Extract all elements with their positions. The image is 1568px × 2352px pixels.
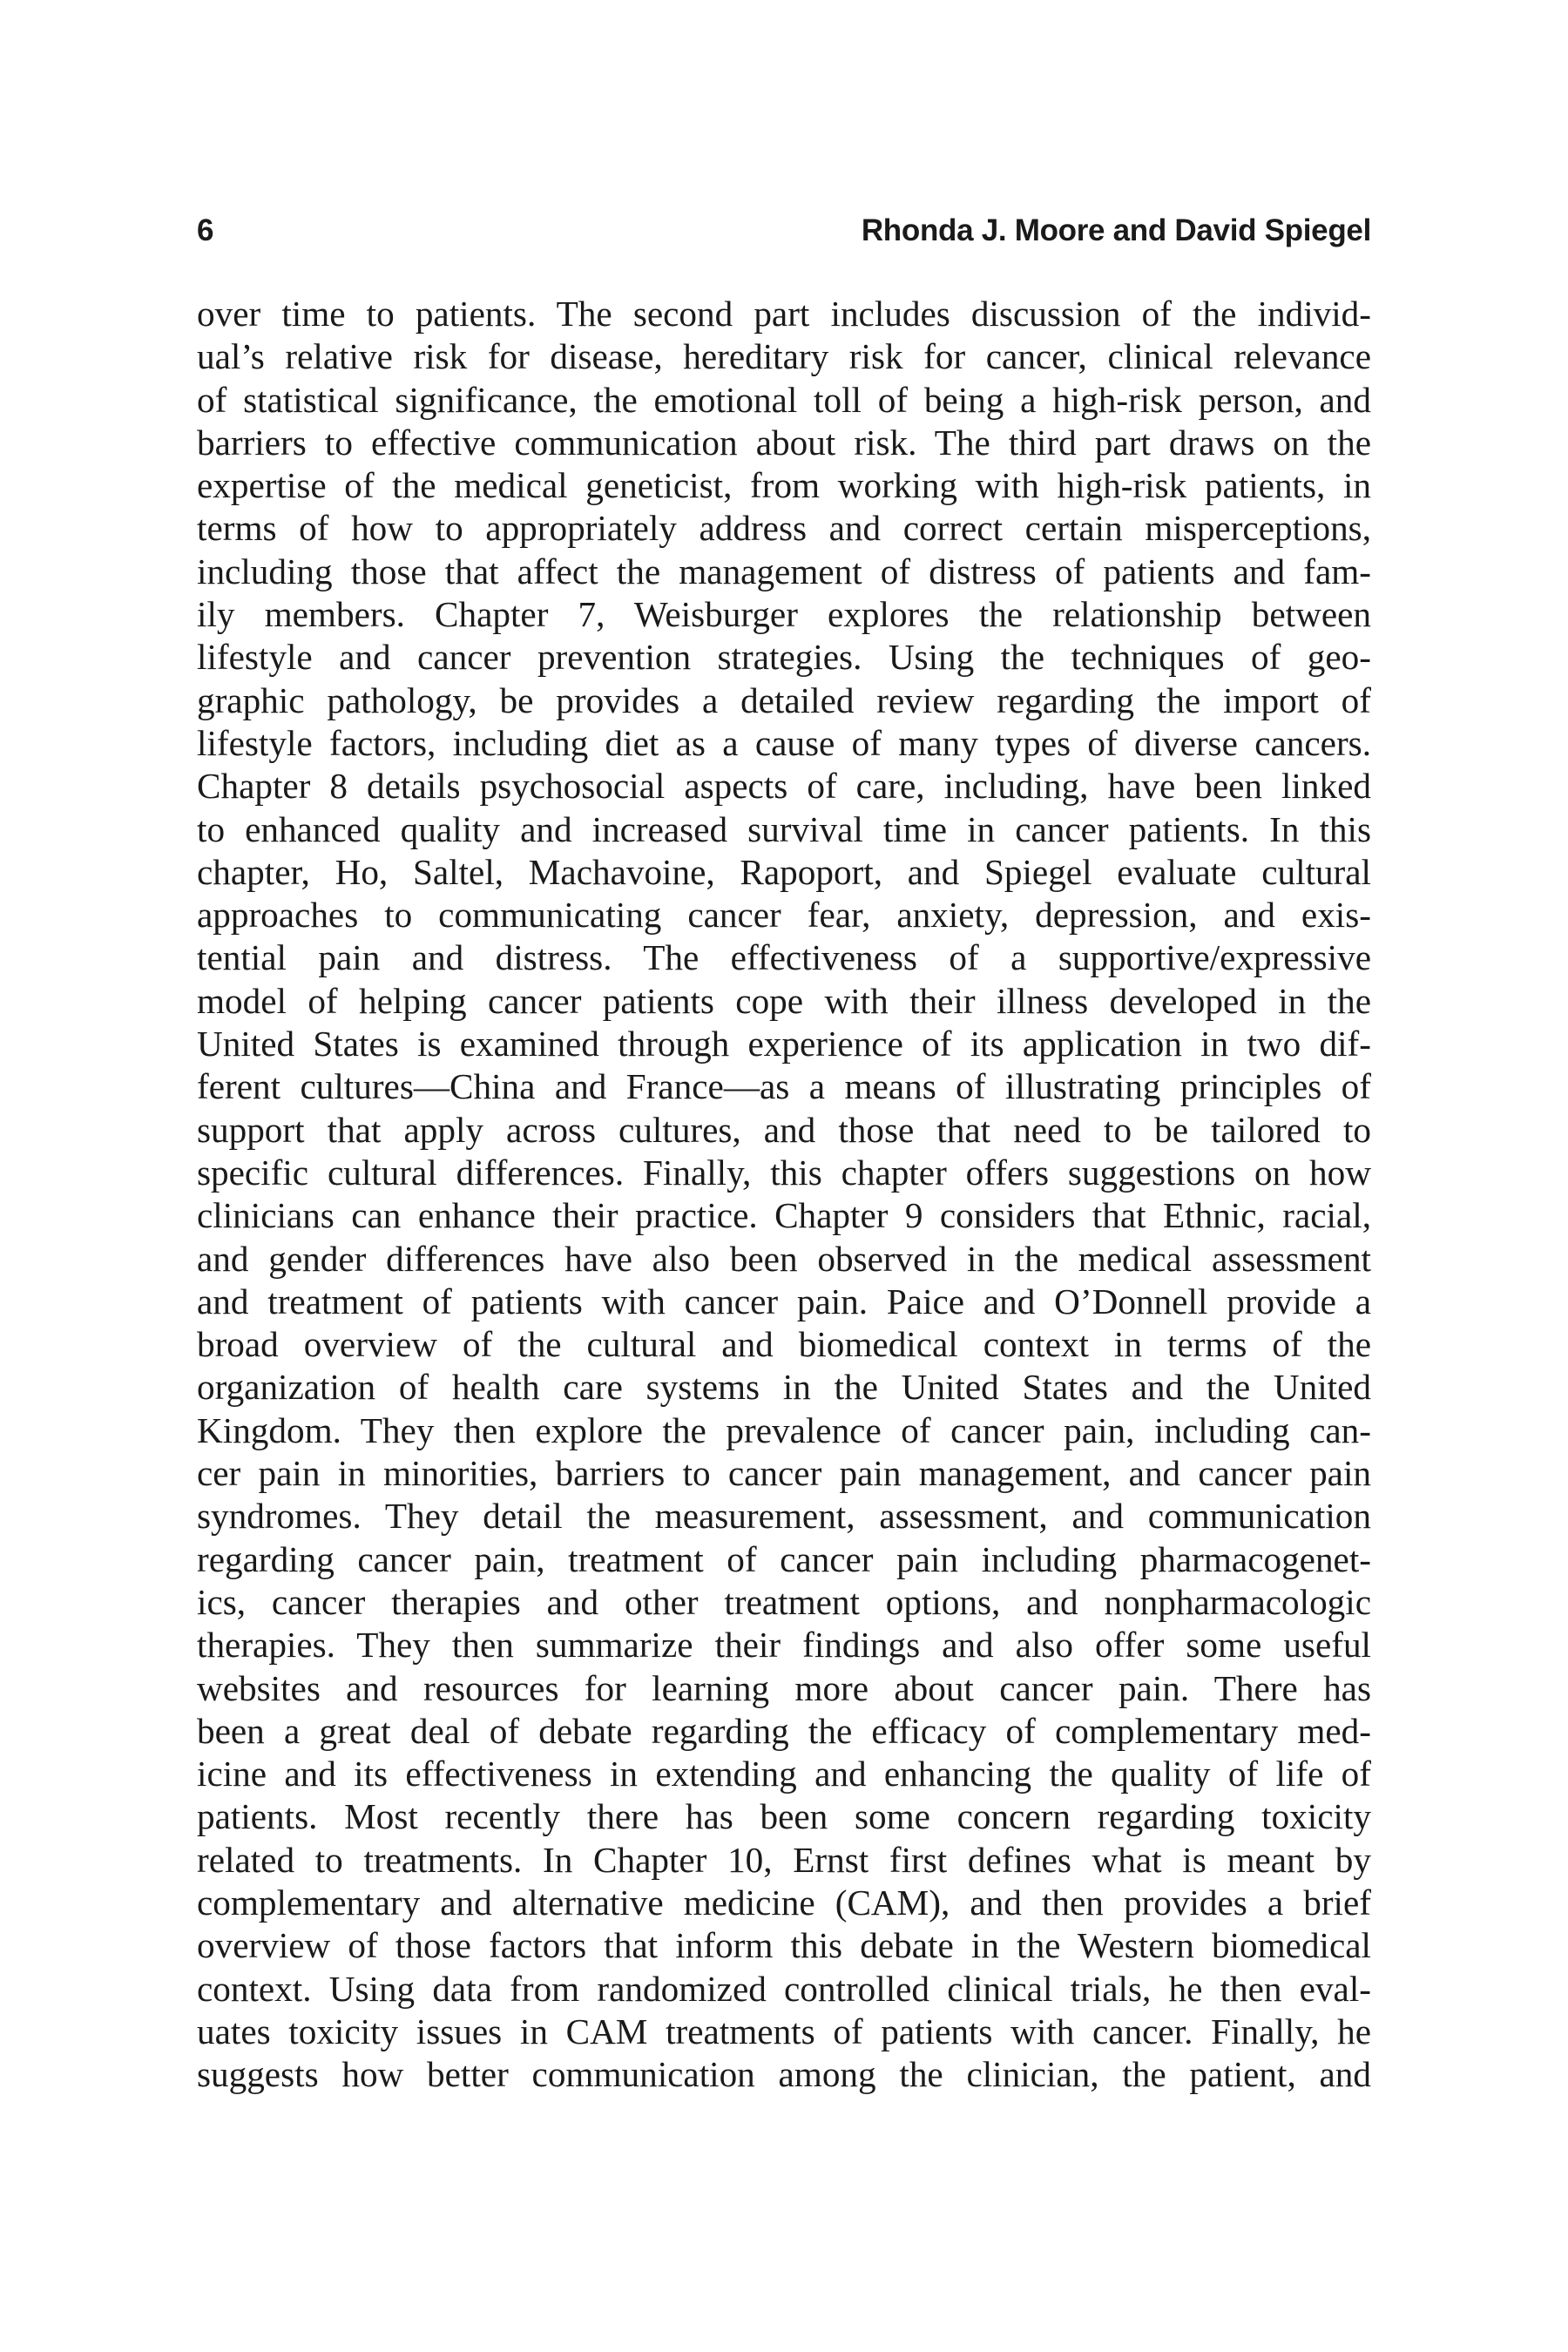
text-line: United States is examined through experience of its application in two dif- xyxy=(197,1024,1371,1064)
text-line: lifestyle factors, including diet as a cause of many types of diverse cancers. xyxy=(197,722,1371,763)
text-line: ual’s relative risk for disease, hereditary risk for cancer, clinical relevance xyxy=(197,336,1371,377)
text-line: model of helping cancer patients cope with their illness developed in the xyxy=(197,980,1371,1021)
text-line: lifestyle and cancer prevention strategies. Using the techniques of geo- xyxy=(197,637,1371,678)
page-number: 6 xyxy=(197,213,214,247)
text-line: ily members. Chapter 7, Weisburger explores the relationship between xyxy=(197,594,1371,635)
text-line: been a great deal of debate regarding the efficacy of complementary med- xyxy=(197,1710,1371,1751)
text-line: overview of those factors that inform this debate in the Western biomedical xyxy=(197,1925,1371,1966)
body-paragraph xyxy=(197,293,1371,2096)
text-line: Kingdom. They then explore the prevalence of cancer pain, including can- xyxy=(197,1409,1371,1450)
text-line: specific cultural differences. Finally, this chapter offers suggestions on how xyxy=(197,1152,1371,1193)
text-line: tential pain and distress. The effectiveness of a supportive/expressive xyxy=(197,937,1371,978)
text-line: approaches to communicating cancer fear, anxiety, depression, and exis- xyxy=(197,895,1371,936)
text-line: therapies. They then summarize their findings and also offer some useful xyxy=(197,1625,1371,1666)
text-line: complementary and alternative medicine (CAM), and then provides a brief xyxy=(197,1882,1371,1923)
text-line: icine and its effectiveness in extending and enhancing the quality of life of xyxy=(197,1754,1371,1794)
text-line: including those that affect the management of distress of patients and fam- xyxy=(197,551,1371,591)
text-line: clinicians can enhance their practice. Chapter 9 considers that Ethnic, racial, xyxy=(197,1195,1371,1236)
text-line: regarding cancer pain, treatment of cancer pain including pharmacogenet- xyxy=(197,1538,1371,1579)
text-line: uates toxicity issues in CAM treatments of patients with cancer. Finally, he xyxy=(197,2011,1371,2051)
text-line: broad overview of the cultural and biomedical context in terms of the xyxy=(197,1324,1371,1365)
text-line: ics, cancer therapies and other treatment options, and nonpharmacologic xyxy=(197,1581,1371,1622)
running-head-authors: Rhonda J. Moore and David Spiegel xyxy=(861,213,1371,247)
text-line: Chapter 8 details psychosocial aspects of care, including, have been linked xyxy=(197,766,1371,807)
text-line: barriers to effective communication about risk. The third part draws on the xyxy=(197,422,1371,463)
text-line: organization of health care systems in the United States and the United xyxy=(197,1367,1371,1408)
running-head xyxy=(197,209,1371,253)
text-line: terms of how to appropriately address and correct certain misperceptions, xyxy=(197,508,1371,549)
text-line: cer pain in minorities, barriers to cancer pain management, and cancer pain xyxy=(197,1453,1371,1494)
text-line: syndromes. They detail the measurement, assessment, and communication xyxy=(197,1496,1371,1537)
text-line: of statistical significance, the emotional toll of being a high-risk person, and xyxy=(197,379,1371,420)
text-line: chapter, Ho, Saltel, Machavoine, Rapoport, and Spiegel evaluate cultural xyxy=(197,851,1371,892)
text-line: and gender differences have also been observed in the medical assessment xyxy=(197,1238,1371,1279)
text-line: patients. Most recently there has been some concern regarding toxicity xyxy=(197,1796,1371,1837)
text-line: graphic pathology, be provides a detailed review regarding the import of xyxy=(197,679,1371,720)
text-line: to enhanced quality and increased survival time in cancer patients. In this xyxy=(197,808,1371,849)
text-line: support that apply across cultures, and those that need to be tailored to xyxy=(197,1109,1371,1150)
text-line: suggests how better communication among the clinician, the patient, and xyxy=(197,2054,1371,2095)
text-line: websites and resources for learning more about cancer pain. There has xyxy=(197,1667,1371,1708)
text-line: over time to patients. The second part includes discussion of the individ- xyxy=(197,294,1371,334)
text-line: expertise of the medical geneticist, from working with high-risk patients, in xyxy=(197,465,1371,506)
text-line: related to treatments. In Chapter 10, Ernst first defines what is meant by xyxy=(197,1839,1371,1880)
text-line: ferent cultures—China and France—as a means of illustrating principles of xyxy=(197,1066,1371,1107)
text-line: and treatment of patients with cancer pain. Paice and O’Donnell provide a xyxy=(197,1281,1371,1321)
text-line: context. Using data from randomized controlled clinical trials, he then eval- xyxy=(197,1968,1371,2009)
